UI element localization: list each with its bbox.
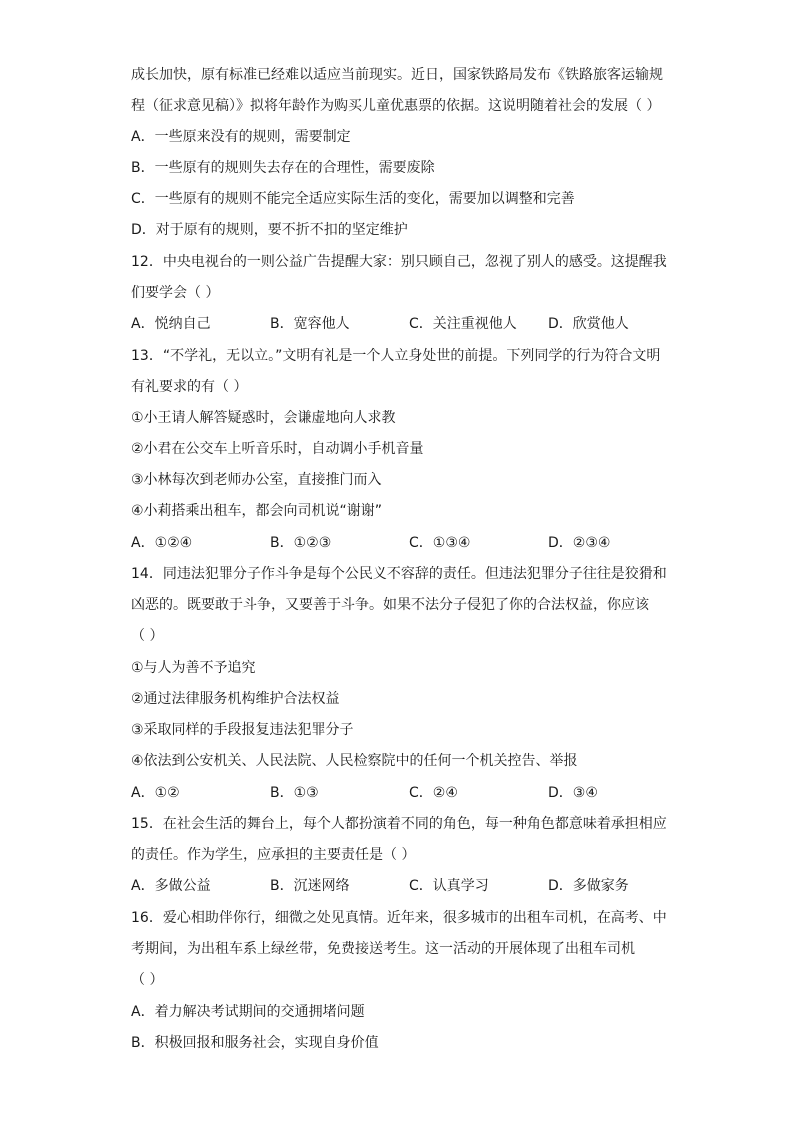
answer-option-d: D．②③④ xyxy=(548,535,611,551)
question-stem-line: 有礼要求的有（ ） xyxy=(131,379,248,395)
statement-item: ①与人为善不予追究 xyxy=(131,660,256,676)
answer-option-c: C．认真学习 xyxy=(409,878,489,894)
answer-option-c: C．②④ xyxy=(409,785,458,801)
question-stem-line: 们要学会（ ） xyxy=(131,285,220,301)
answer-option-a: A．①② xyxy=(131,785,180,801)
question-stem-line: 12．中央电视台的一则公益广告提醒大家：别只顾自己，忽视了别人的感受。这提醒我 xyxy=(131,254,667,270)
statement-item: ②小君在公交车上听音乐时，自动调小手机音量 xyxy=(131,441,424,457)
statement-item: ②通过法律服务机构维护合法权益 xyxy=(131,691,340,707)
statement-item: ④小莉搭乘出租车，都会向司机说“谢谢” xyxy=(131,503,383,519)
answer-option-b: B．①③ xyxy=(270,785,319,801)
answer-blank: （ ） xyxy=(131,628,164,644)
question-stem-line: 13．“不学礼，无以立。”文明有礼是一个人立身处世的前提。下列同学的行为符合文明 xyxy=(131,348,661,364)
statement-item: ③采取同样的手段报复违法犯罪分子 xyxy=(131,722,354,738)
answer-blank: （ ） xyxy=(131,972,164,988)
answer-option-b: B．①②③ xyxy=(270,535,332,551)
answer-option-c: C．关注重视他人 xyxy=(409,316,517,332)
answer-option-a: A．一些原来没有的规则，需要制定 xyxy=(131,129,351,145)
answer-option-d: D．对于原有的规则，要不折不扣的坚定维护 xyxy=(131,222,408,238)
question-stem-line: 考期间，为出租车系上绿丝带，免费接送考生。这一活动的开展体现了出租车司机 xyxy=(131,941,635,957)
answer-option-c: C．一些原有的规则不能完全适应实际生活的变化，需要加以调整和完善 xyxy=(131,191,575,207)
answer-option-d: D．多做家务 xyxy=(548,878,629,894)
question-stem-line: 16．爱心相助伴你行，细微之处见真情。近年来，很多城市的出租车司机，在高考、中 xyxy=(131,910,667,926)
answer-option-d: D．③④ xyxy=(548,785,598,801)
question-stem-line: 14．同违法犯罪分子作斗争是每个公民义不容辞的责任。但违法犯罪分子往往是狡猾和 xyxy=(131,566,667,582)
answer-option-a: A．①②④ xyxy=(131,535,193,551)
answer-option-b: B．沉迷网络 xyxy=(270,878,350,894)
answer-option-d: D．欣赏他人 xyxy=(548,316,629,332)
question-stem-line: 凶恶的。既要敢于斗争，又要善于斗争。如果不法分子侵犯了你的合法权益，你应该 xyxy=(131,597,649,613)
question-stem-line: 程（征求意见稿）》拟将年龄作为购买儿童优惠票的依据。这说明随着社会的发展（ ） xyxy=(131,98,661,114)
answer-option-b: B．宽容他人 xyxy=(270,316,350,332)
question-stem-line: 15．在社会生活的舞台上，每个人都扮演着不同的角色，每一种角色都意味着承担相应 xyxy=(131,816,667,832)
answer-option-b: B．一些原有的规则失去存在的合理性，需要废除 xyxy=(131,160,435,176)
question-stem-line: 的责任。作为学生，应承担的主要责任是（ ） xyxy=(131,847,416,863)
answer-option-a: A．悦纳自己 xyxy=(131,316,211,332)
answer-option-a: A．着力解决考试期间的交通拥堵问题 xyxy=(131,1004,365,1020)
statement-item: ③小林每次到老师办公室，直接推门而入 xyxy=(131,472,382,488)
statement-item: ①小王请人解答疑惑时，会谦虚地向人求教 xyxy=(131,410,396,426)
statement-item: ④依法到公安机关、人民法院、人民检察院中的任何一个机关控告、举报 xyxy=(131,753,578,769)
question-stem-line: 成长加快，原有标准已经难以适应当前现实。近日，国家铁路局发布《铁路旅客运输规 xyxy=(131,67,663,83)
answer-option-a: A．多做公益 xyxy=(131,878,211,894)
answer-option-b: B．积极回报和服务社会，实现自身价值 xyxy=(131,1035,379,1051)
answer-option-c: C．①③④ xyxy=(409,535,471,551)
